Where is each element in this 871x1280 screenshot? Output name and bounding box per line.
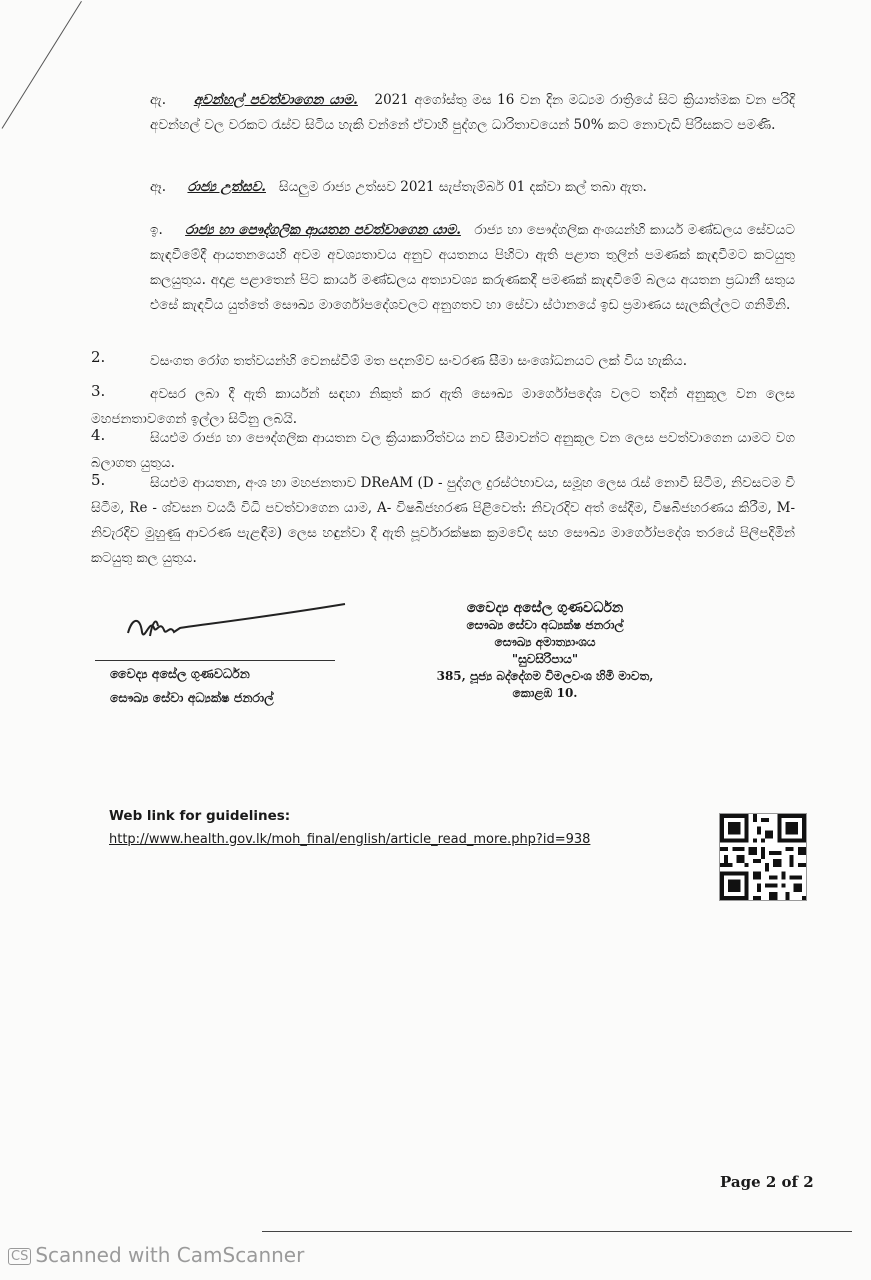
signatory-title-left: සෞඛ්‍ය සේවා අධ්‍යක්ෂ ජනරාල් [110, 690, 274, 705]
camscanner-text: Scanned with CamScanner [35, 1243, 305, 1267]
scan-artifact-line [2, 1, 82, 129]
stamp-building: "සුවසිරිපාය" [511, 652, 579, 666]
web-link-label: Web link for guidelines: [109, 808, 291, 824]
paragraph-d-text: සියලුම රාජ්‍ය උත්සව 2021 සැප්තැම්බර් 01 දක්වා කල් තබා ඇත. [278, 179, 647, 195]
page-number: Page 2 of 2 [720, 1173, 814, 1191]
item-5-text: සියළුම ආයතන, අංශ හා මහජනතාව DReAM (D - පුද්ගල දුරස්ථභාවය, සමූහ ලෙස රැස් නොවී සිටීම, නිවසටම වී සිටීම, Re - ශ්වසන වයර්‍ය විධි පවත්වාගෙන යාම, A- විෂබීජහරණ පිළිවෙත්: නිවැරදිව අත් සේදීම, විෂබීජහරණය කිරීම, M- නිවැරදිව මුහුණු ආවරණ පැළඳීම) ලෙස හඳුන්වා දී ඇති පූර්වාරක්ෂක ක්‍රමවේද සහ සෞඛ්‍ය මාර්ගෝපදේශ තරයේ පිලිපදිමින් කටයුතු කල යුතුය. [91, 475, 795, 566]
paragraph-e-heading: රාජ්‍ය හා පෞද්ගලික ආයතන පවත්වාගෙන යාම. [185, 222, 461, 238]
paragraph-c-text: 2021 අගෝස්තු මස 16 වන දින මධ්‍යම රාත්‍රියේ සිට ක්‍රියාත්මක වන පරිදි අවන්හල් වල වරකට රැස්ව සිටිය හැකි වන්නේ ඒවාහි පුද්ගල ධාරිතාවයෙන් 50% කට නොවැඩි පිරිසකට පමණි. [150, 92, 795, 133]
paragraph-d-heading: රාජ්‍ය උත්සව. [187, 179, 266, 195]
paragraph-c [150, 88, 795, 138]
signatory-name-left: වෛද්‍ය අසේල ගුණවර්ධන [110, 666, 250, 681]
paragraph-e [150, 218, 795, 318]
item-4-number: 4. [91, 426, 106, 444]
guidelines-link[interactable]: http://www.health.gov.lk/moh_final/english/article_read_more.php?id=938 [109, 832, 591, 847]
stamp-street: 385, පූජ්‍ය බද්දේගම විමලවංශ හිමි මාවත, [436, 669, 654, 683]
paragraph-c-label: ඇ. [150, 92, 167, 108]
item-3-number: 3. [91, 382, 106, 400]
camscanner-logo-icon: CS [8, 1248, 31, 1265]
camscanner-watermark [8, 1243, 304, 1267]
item-2-text: වසංගත රෝග තත්වයන්හි වෙනස්වීම් මත පදනම්ව සංවරණ සීමා සංශෝධනයට ලක් විය හැකිය. [150, 353, 688, 369]
signature-underline [95, 660, 335, 661]
stamp-city: කොළඹ 10. [512, 686, 578, 700]
stamp-name: වෛද්‍ය අසේල ගුණවර්ධන [466, 600, 624, 616]
handwritten-signature [120, 598, 350, 658]
item-2-number: 2. [91, 348, 106, 366]
footer-rule [262, 1231, 852, 1232]
item-5-number: 5. [91, 471, 106, 489]
paragraph-e-text: රාජ්‍ය හා පෞද්ගලික අංශයන්හි කාර්ය මණ්ඩලය සේවයට කැඳවීමේදී ආයතනයෙහි අවම අවශ්‍යතාවය අනුව අයතනය පිහිටා ඇති පළාත තුලින් පමණක් කැඳවීමට කටයුතු කලයුතුය. අදාළ පළාතෙන් පිට කාර්ය මණ්ඩලය අත්‍යාවශ්‍ය කරුණකදී පමණක් කැඳවීමේ බලය අයතන ප්‍රධානී සතුය එසේ කැඳවිය යුත්තේ සෞඛ්‍ය මාර්ගෝපදේශවලට අනුගතව හා සේවා ස්ථානයේ ඉඩ ප්‍රමාණය සැලකිල්ලට ගනිමිනි. [150, 222, 795, 313]
qr-code [719, 813, 807, 901]
official-stamp [395, 600, 695, 702]
item-4-text: සියළුම රාජ්‍ය හා පෞද්ගලික ආයතන වල ක්‍රියාකාරිත්වය නව සීමාවන්ට අනුකූල වන ලෙස පවත්වාගෙන යාමට වග බලාගත යුතුය. [91, 430, 795, 471]
item-3-text: අවසර ලබා දී ඇති කාර්යන් සඳහා නිකුත් කර ඇති සෞඛ්‍ය මාර්ගෝපදේශ වලට තදින් අනුකූල වන ලෙස මහජනතාවගෙන් ඉල්ලා සිටිනු ලබයි. [91, 386, 795, 427]
stamp-title: සෞඛ්‍ය සේවා අධ්‍යක්ෂ ජනරාල් [466, 618, 624, 632]
paragraph-c-heading: අවන්හල් පවත්වාගෙන යාම. [193, 92, 358, 108]
paragraph-e-label: ඉ. [150, 222, 163, 238]
stamp-ministry: සෞඛ්‍ය අමාත්‍යාංශය [494, 635, 596, 649]
paragraph-d-label: ඈ. [150, 179, 166, 195]
paragraph-d [150, 175, 795, 200]
